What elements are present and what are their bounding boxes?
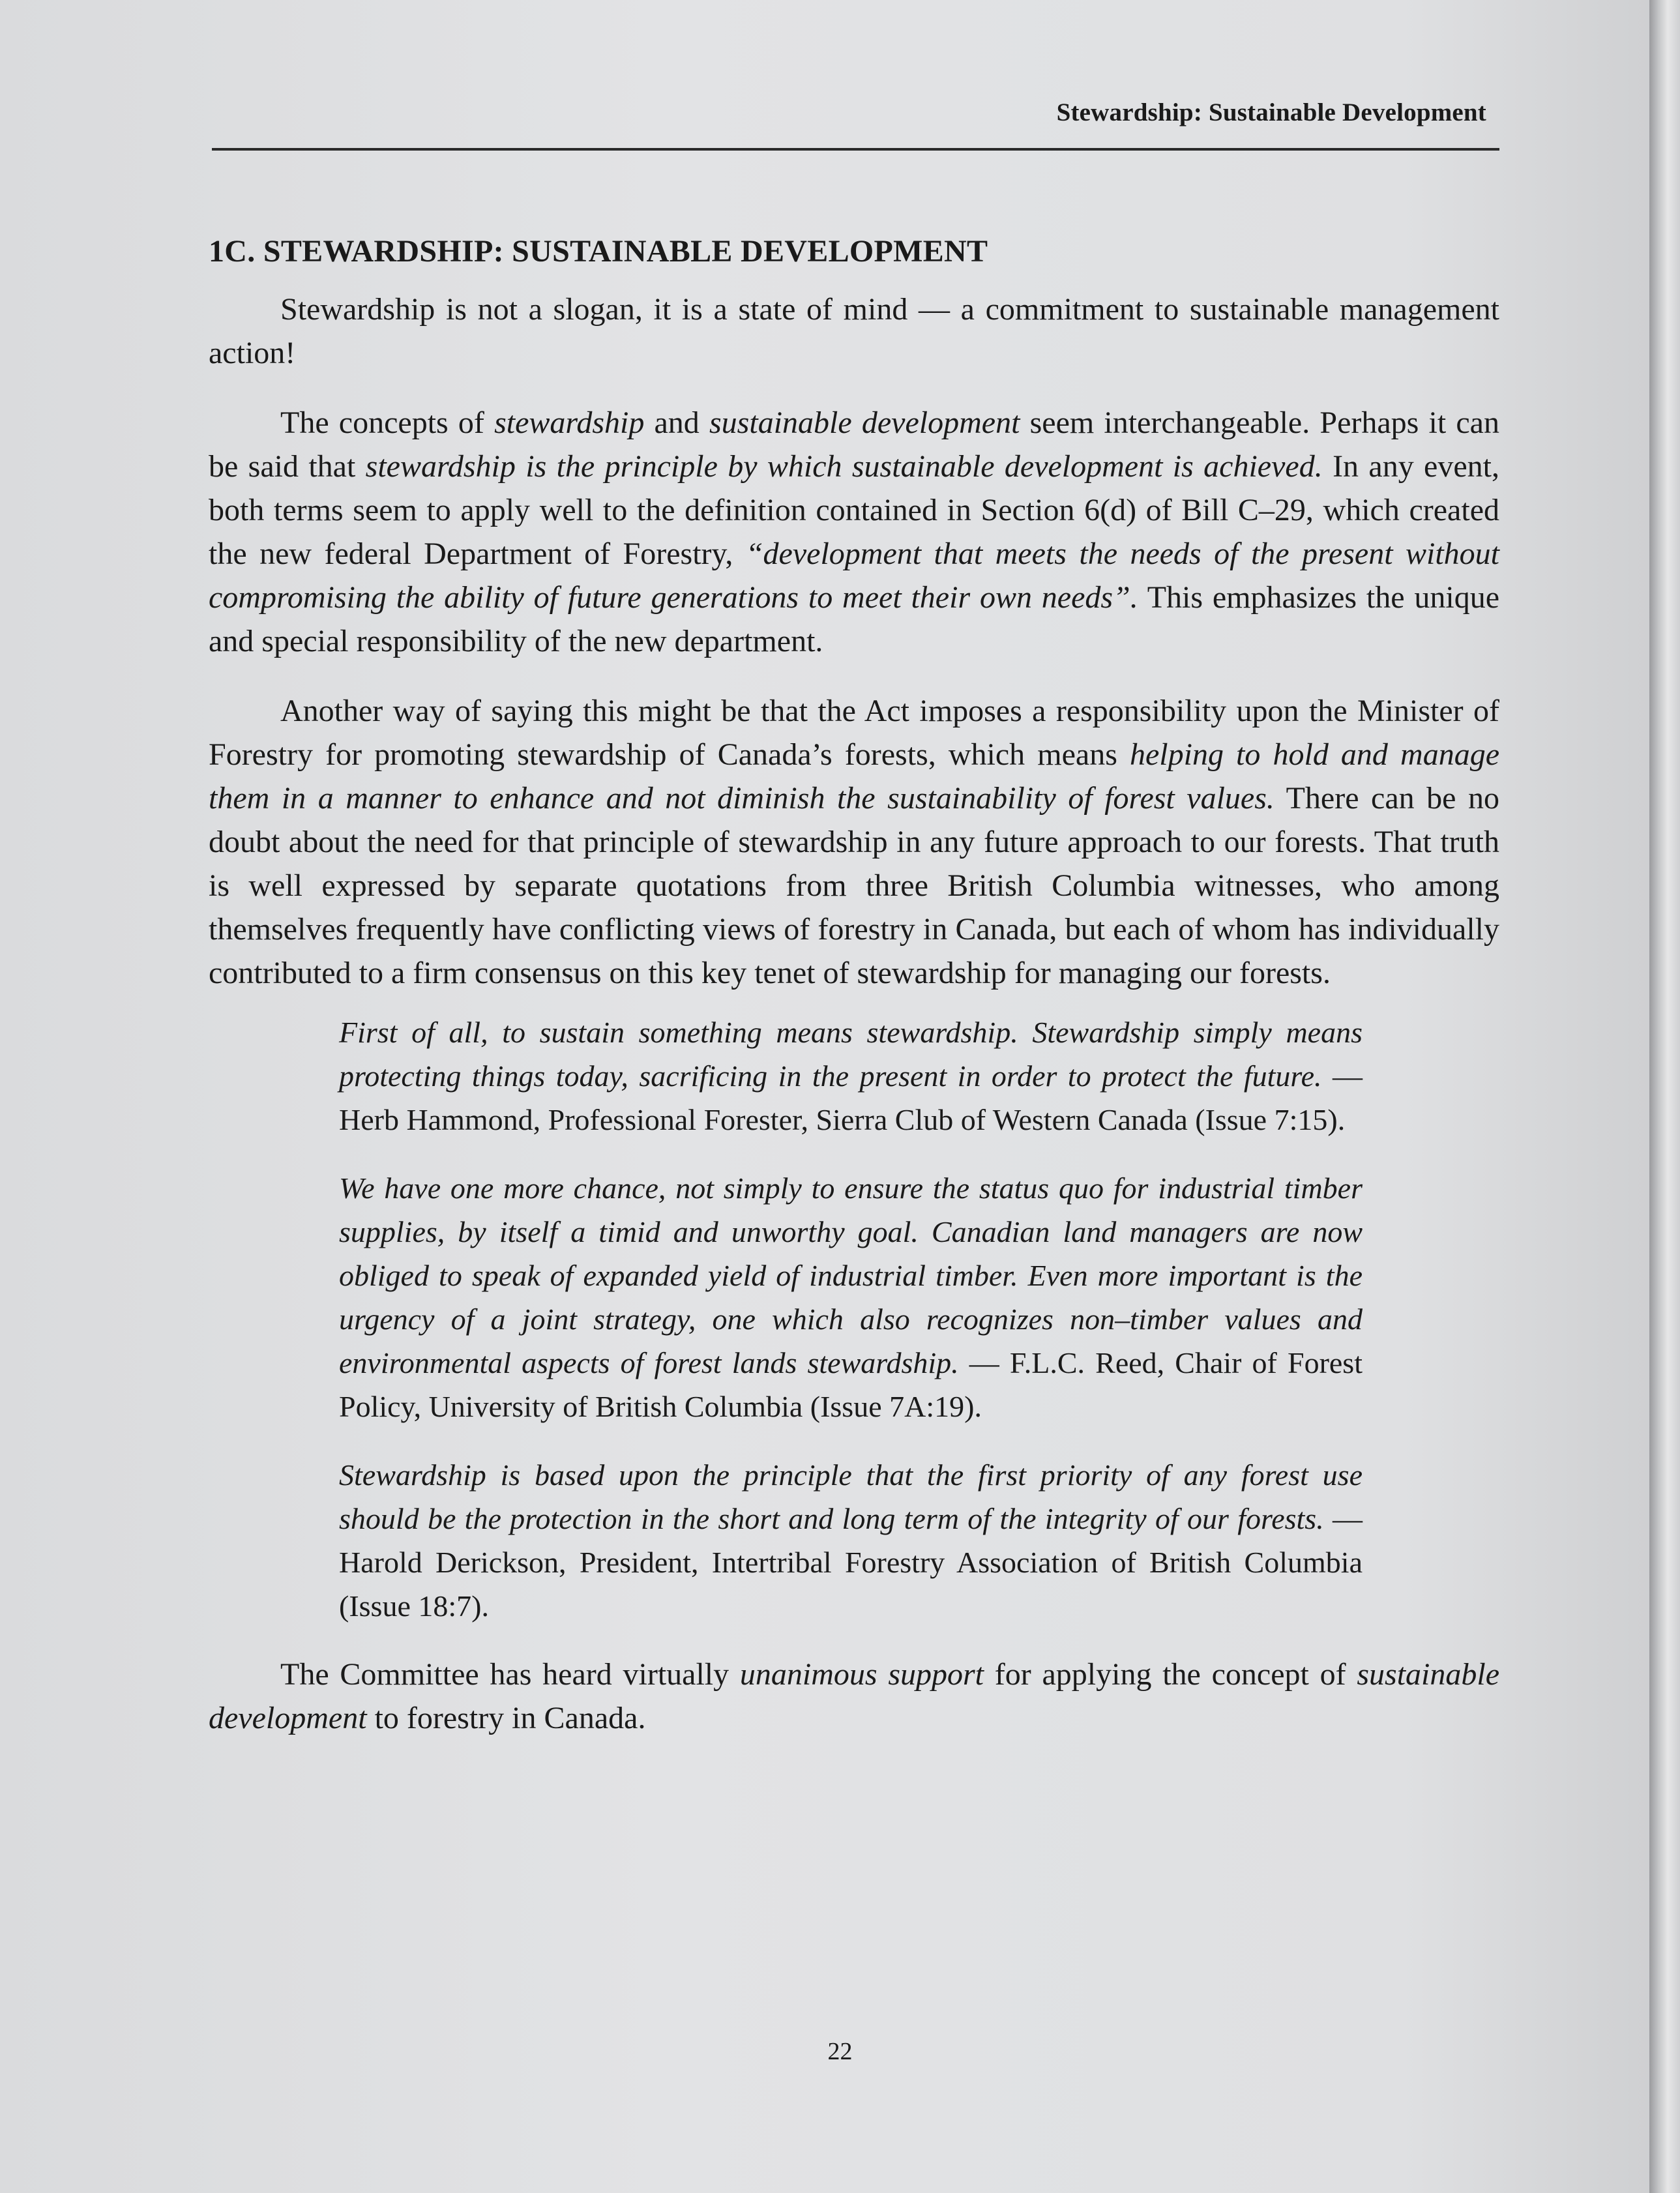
text-run: to forestry in Canada. [366,1701,646,1735]
page-edge [1649,0,1680,2193]
text-run: There can be no doubt about the need for that principle of stewardship in any future approach to our forests. That truth is well expressed by separate quotations from three British Columbia witnesses, who among themselves frequently have conflicting views of forestry in Canada, but each of whom has individually contributed to a firm consensus on this key tenet of stewardship for managing our forests. [209,781,1499,990]
quotation-reed [339,1166,1363,1428]
quote-text: We have one more chance, not simply to ensure the status quo for industrial timber supplies, by itself a timid and unworthy goal. Canadian land managers are now obliged to speak of expanded yield of industrial timber. Even more important is the urgency of a joint strategy, one which also recognizes non–timber values and environmental aspects of forest lands stewardship. [339,1171,1363,1379]
page-content [209,233,1499,1766]
italic-run: stewardship is the principle by which sustainable development is achieved. [365,449,1323,484]
paragraph-3 [209,689,1499,995]
text-run: and [644,405,709,440]
quote-attribution: — Herb Hammond, Professional Forester, Sierra Club of Western Canada (Issue 7:15). [339,1059,1363,1136]
text-run: This emphasizes the unique and special responsibility of the new department. [209,580,1499,658]
header-rule [212,148,1499,151]
paragraph-1: Stewardship is not a slogan, it is a state of mind — a commitment to sustainable management action! [209,292,1499,370]
quote-attribution: — Harold Derickson, President, Intertribal Forestry Association of British Columbia (Issue 18:7). [339,1502,1363,1623]
italic-run: “development that meets the needs of the present without compromising the ability of future generations to meet their own needs”. [209,537,1499,615]
page-number: 22 [827,2038,853,2065]
text-run: The concepts of [280,405,495,440]
italic-run: sustainable development [709,405,1020,440]
running-header: Stewardship: Sustainable Development [1056,98,1486,126]
text-run: for applying the concept of [984,1657,1357,1692]
italic-run: stewardship [494,405,645,440]
paragraph-4 [209,1653,1499,1740]
quote-text: Stewardship is based upon the principle that the first priority of any forest use should be the protection in the short and long term of the integrity of our forests. [339,1458,1363,1535]
quotation-hammond [339,1010,1363,1141]
italic-run: helping to hold and manage them in a manner to enhance and not diminish the sustainability of forest values. [209,737,1500,816]
text-run: In any event, both terms seem to apply well to the definition contained in Section 6(d) of Bill C–29, which created the new federal Department of Forestry, [209,449,1499,571]
text-run: seem interchangeable. Perhaps it can be said that [209,405,1499,484]
quotation-derickson [339,1453,1363,1628]
quote-attribution: — F.L.C. Reed, Chair of Forest Policy, University of British Columbia (Issue 7A:19). [339,1346,1363,1423]
paragraph-2 [209,401,1499,663]
section-heading: 1C. STEWARDSHIP: SUSTAINABLE DEVELOPMENT [209,234,988,269]
text-run: Another way of saying this might be that the Act imposes a responsibility upon the Minister of Forestry for promoting stewardship of Canada’s forests, which means [209,694,1499,772]
quote-text: First of all, to sustain something means stewardship. Stewardship simply means protecting things today, sacrificing in the present in order to protect the future. [339,1016,1363,1093]
italic-run: sustainable development [209,1657,1500,1735]
text-run: The Committee has heard virtually [280,1657,740,1692]
italic-run: unanimous support [739,1657,984,1692]
